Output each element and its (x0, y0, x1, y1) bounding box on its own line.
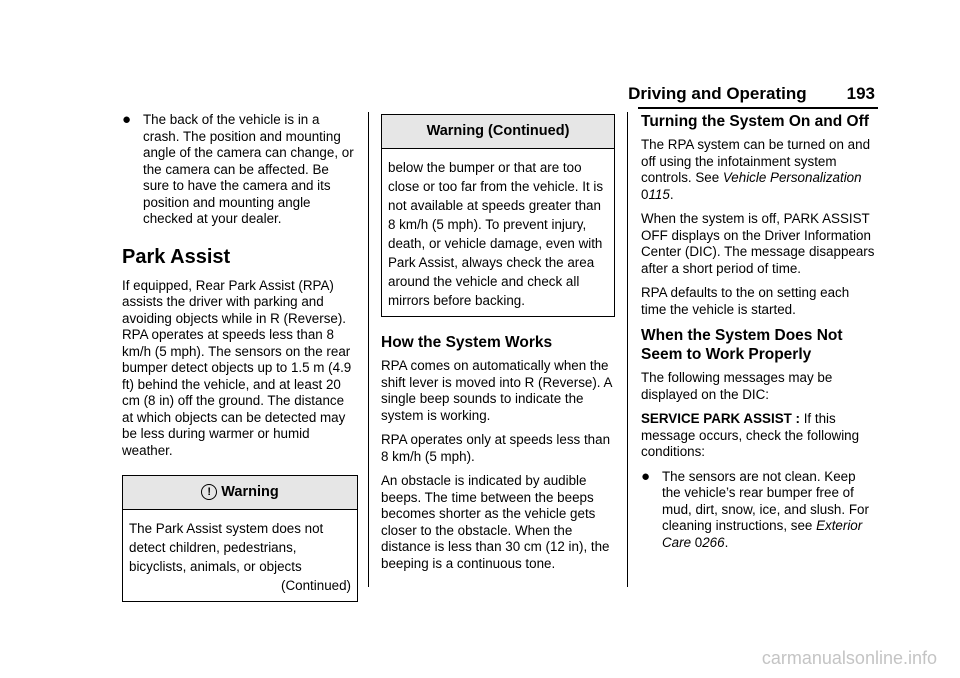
page-ref-icon: 0 (694, 534, 703, 550)
bullet-icon: ● (641, 467, 651, 485)
paragraph: The RPA system can be turned on and off using the infotainment system controls. See Vehicle Personalization 0115. (641, 137, 871, 202)
cross-reference-link[interactable]: Exterior Care (662, 518, 863, 550)
section-heading-does-not-work: When the System Does Not Seem to Work Properly (641, 327, 843, 363)
page-number: 193 (846, 84, 875, 103)
cross-reference-link[interactable]: Vehicle Personalization (722, 170, 862, 185)
continued-label: (Continued) (281, 578, 351, 593)
list-item: ● The back of the vehicle is in a crash. The position and mounting angle of the camera can change, or the camera can be affected. Be sure to have the camera and its position and mounting angle checked at your dealer. (122, 111, 354, 226)
page-ref-icon: 0 (641, 186, 649, 202)
paragraph: The following messages may be displayed on the DIC: (641, 370, 833, 402)
warning-box-continued (381, 114, 615, 317)
section-heading-how-system-works: How the System Works (381, 334, 553, 351)
warning-title: Warning (Continued) (382, 115, 614, 149)
column-divider (368, 112, 369, 587)
warning-body: The Park Assist system does not detect children, pedestrians, bicyclists, animals, or objects (Continued) (129, 521, 351, 593)
section-title: Driving and Operating (628, 84, 807, 103)
paragraph: SERVICE PARK ASSIST : If this message occurs, check the following conditions: (641, 411, 860, 459)
column-1 (122, 112, 358, 602)
warning-body: below the bumper or that are too close or too far from the vehicle. It is not available at speeds greater than 8 km/h (5 mph). To prevent injury, death, or vehicle damage, even with Park Assist, always check the area around the vehicle and check all mirrors before backing. (388, 160, 604, 308)
column-2 (381, 112, 615, 580)
paragraph: If equipped, Rear Park Assist (RPA) assists the driver with parking and avoiding objects while in R (Reverse). RPA operates at speeds less than 8 km/h (5 mph). The sensors on the rear bumper detect objects up to 1.5 m (4.9 ft) behind the vehicle, and at least 20 cm (8 in) off the ground. The distance at which objects can be detected may be less during warmer or humid weather. (122, 277, 352, 458)
column-3 (641, 112, 877, 559)
header-rule (638, 107, 878, 109)
warning-box (122, 475, 358, 602)
paragraph: When the system is off, PARK ASSIST OFF displays on the Driver Information Center (DIC). The message disappears after a short period of time. (641, 211, 875, 276)
paragraph: RPA comes on automatically when the shift lever is moved into R (Reverse). A single beep sounds to indicate the system is working. (381, 358, 612, 423)
section-heading-turning-on-off: Turning the System On and Off (641, 113, 869, 130)
page-ref-number: 115 (648, 186, 670, 202)
column-divider (627, 112, 628, 587)
message-label: SERVICE PARK ASSIST : (641, 411, 800, 426)
paragraph: An obstacle is indicated by audible beeps. The time between the beeps becomes shorter as the vehicle gets closer to the obstacle. When the distance is less than 30 cm (12 in), the beeping is a continuous tone. (381, 473, 610, 571)
paragraph: RPA defaults to the on setting each time the vehicle is started. (641, 285, 850, 317)
bullet-icon: ● (122, 111, 132, 128)
section-heading-park-assist: Park Assist (122, 245, 231, 268)
paragraph: RPA operates only at speeds less than 8 km/h (5 mph). (381, 432, 611, 464)
watermark: carmanualsonline.info (761, 648, 937, 668)
list-item: ● The sensors are not clean. Keep the vehicle’s rear bumper free of mud, dirt, snow, ice, and slush. For cleaning instructions, see Exterior Care 0266. (641, 467, 869, 550)
warning-title: ! Warning (123, 476, 357, 510)
warning-icon: ! (201, 484, 217, 500)
page-header (0, 84, 875, 104)
page-ref-number: 266 (702, 534, 725, 550)
